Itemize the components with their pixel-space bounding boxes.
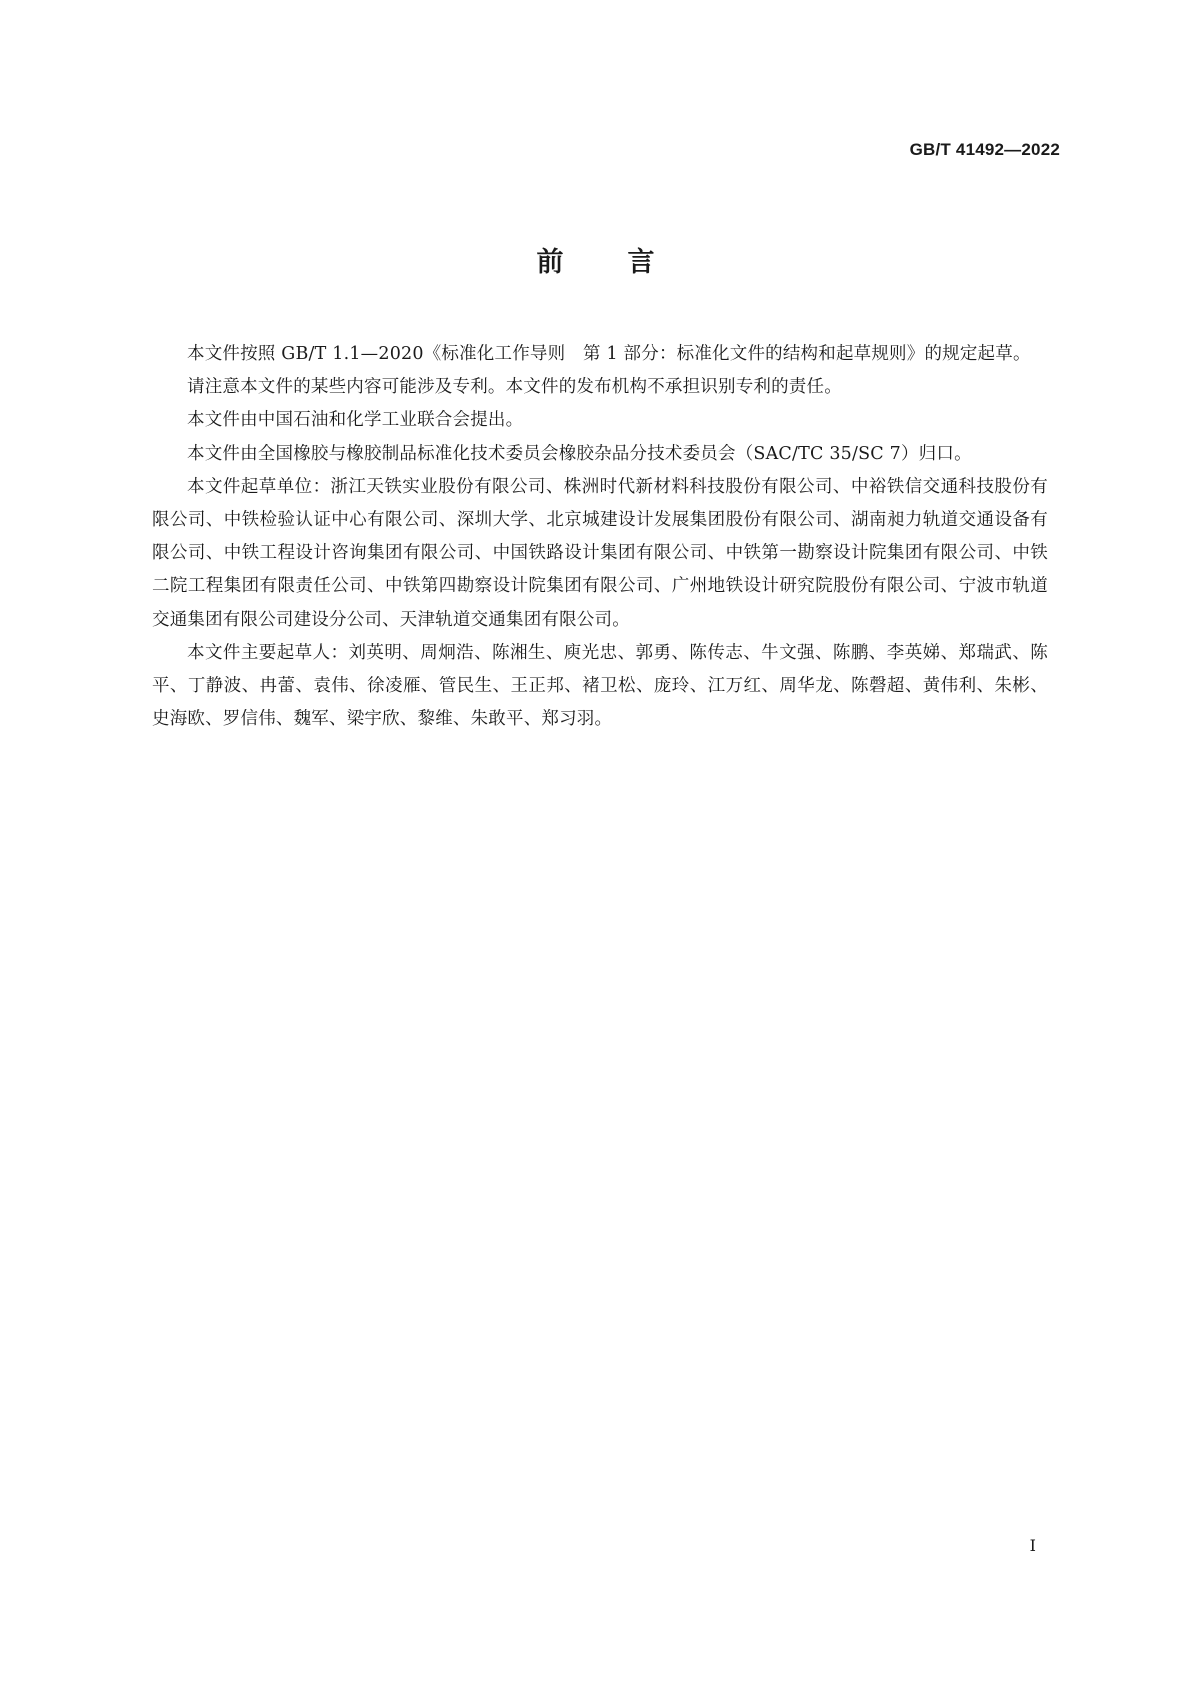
paragraph-proposer: 本文件由中国石油和化学工业联合会提出。	[187, 410, 524, 431]
paragraph-patent-notice: 请注意本文件的某些内容可能涉及专利。本文件的发布机构不承担识别专利的责任。	[187, 377, 842, 398]
paragraph-administrator: 本文件由全国橡胶与橡胶制品标准化技术委员会橡胶杂品分技术委员会（SAC/TC 35/SC 7）归口。	[187, 443, 972, 464]
paragraph-drafting-units: 本文件起草单位：浙江天铁实业股份有限公司、株洲时代新材料科技股份有限公司、中裕铁信交通科技股份有限公司、中铁检验认证中心有限公司、深圳大学、北京城建设计发展集团股份有限公司、湖南昶力轨道交通设备有限公司、中铁工程设计咨询集团有限公司、中国铁路设计集团有限公司、中铁第一勘察设计院集团有限公司、中铁二院工程集团有限责任公司、中铁第四勘察设计院集团有限公司、广州地铁设计研究院股份有限公司、宁波市轨道交通集团有限公司建设分公司、天津轨道交通集团有限公司。	[152, 476, 1048, 630]
standard-number: GB/T 41492—2022	[909, 140, 1060, 159]
page-title: 前言	[536, 247, 719, 278]
foreword-body	[152, 338, 1048, 736]
page-number: I	[1029, 1536, 1036, 1555]
paragraph-drafters: 本文件主要起草人：刘英明、周炯浩、陈湘生、庾光忠、郭勇、陈传志、牛文强、陈鹏、李英娣、郑瑞武、陈平、丁静波、冉蕾、袁伟、徐凌雁、管民生、王正邦、褚卫松、庞玲、江万红、周华龙、陈磬超、黄伟利、朱彬、史海欧、罗信伟、魏军、梁宇欣、黎维、朱敢平、郑习羽。	[152, 642, 1048, 730]
paragraph-drafting-rules: 本文件按照 GB/T 1.1—2020《标准化工作导则 第 1 部分：标准化文件的结构和起草规则》的规定起草。	[187, 344, 1031, 364]
